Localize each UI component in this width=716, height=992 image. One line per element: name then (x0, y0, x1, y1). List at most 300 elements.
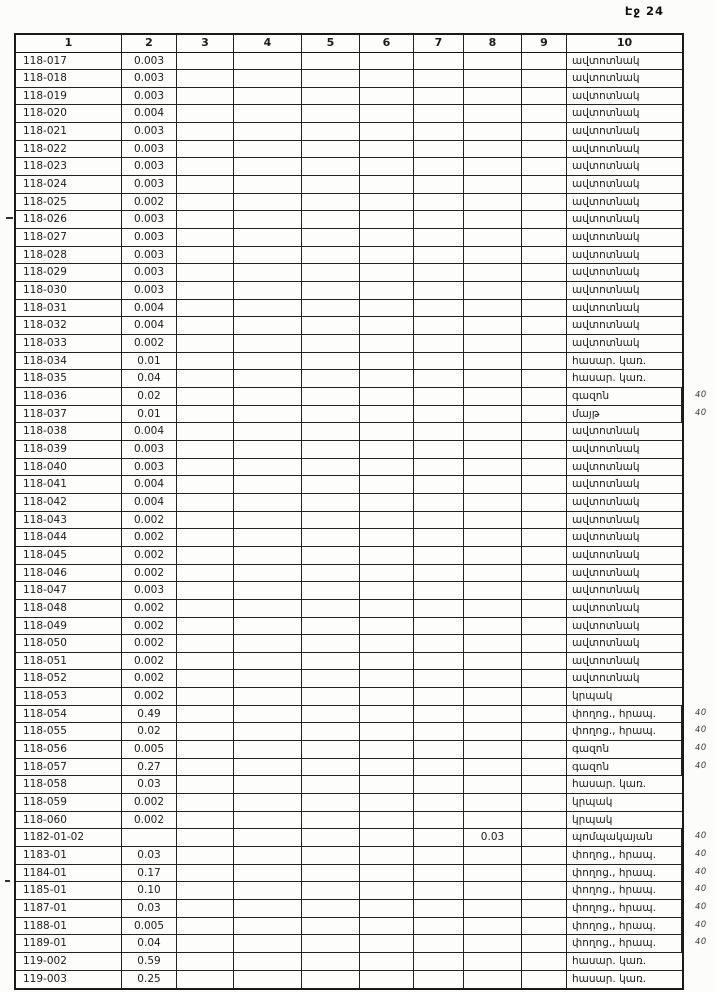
table-cell (177, 70, 234, 87)
table-row (16, 776, 682, 794)
table-cell (177, 600, 234, 617)
margin-mark: 40 (694, 866, 708, 877)
table-cell: 0.003 (122, 229, 177, 246)
table-cell (414, 847, 464, 864)
table-row (16, 335, 682, 353)
table-cell: 0.49 (122, 706, 177, 723)
table-cell (234, 812, 302, 829)
table-cell: 0.002 (122, 512, 177, 529)
table-cell: 0.003 (122, 247, 177, 264)
table-cell (234, 53, 302, 70)
table-cell (234, 335, 302, 352)
table-cell (234, 565, 302, 582)
table-cell (177, 194, 234, 211)
table-cell (360, 935, 414, 952)
table-cell (177, 229, 234, 246)
table-cell: 0.03 (122, 847, 177, 864)
table-cell: 0.59 (122, 953, 177, 970)
table-cell (177, 158, 234, 175)
table-cell (464, 512, 522, 529)
table-cell (234, 935, 302, 952)
table-cell: 0.04 (122, 370, 177, 387)
table-cell (177, 247, 234, 264)
table-cell (177, 723, 234, 740)
parcel-id-cell: 118-046 (16, 565, 122, 582)
table-cell (302, 317, 360, 334)
table-cell (360, 264, 414, 281)
table-cell (522, 529, 567, 546)
table-cell (522, 441, 567, 458)
table-cell: 0.002 (122, 688, 177, 705)
table-cell (414, 565, 464, 582)
table-cell (360, 971, 414, 989)
table-cell (464, 141, 522, 158)
table-cell (234, 158, 302, 175)
table-cell (177, 264, 234, 281)
table-row (16, 388, 708, 406)
table-cell (522, 794, 567, 811)
parcel-id-cell: 1184-01 (16, 865, 122, 882)
land-use-cell: փողոց., հրապ. (567, 723, 682, 740)
table-cell (414, 229, 464, 246)
land-use-cell: փողոց., հրապ. (567, 706, 682, 723)
table-cell (177, 618, 234, 635)
table-cell (234, 388, 302, 405)
table-cell (414, 706, 464, 723)
margin-mark: 40 (694, 848, 708, 860)
table-cell (360, 847, 414, 864)
table-cell (464, 865, 522, 882)
margin-mark: 40 (694, 884, 708, 895)
table-cell (522, 847, 567, 864)
table-cell (234, 829, 302, 846)
land-use-cell: ավտոտնակ (572, 513, 640, 526)
table-cell (464, 794, 522, 811)
table-cell (360, 865, 414, 882)
table-cell (177, 441, 234, 458)
column-header: 1 (16, 35, 122, 52)
table-cell (302, 264, 360, 281)
land-use-cell: հասար. կառ. (572, 778, 647, 791)
table-cell: 0.002 (122, 670, 177, 687)
table-cell (234, 953, 302, 970)
table-cell (360, 353, 414, 370)
table-cell: 0.002 (122, 335, 177, 352)
table-cell (414, 759, 464, 776)
table-row (16, 847, 708, 865)
column-header: 4 (234, 35, 302, 52)
land-use-cell: ավտոտնակ (572, 284, 640, 297)
table-cell (522, 865, 567, 882)
table-cell (522, 635, 567, 652)
table-cell (464, 105, 522, 122)
table-cell (522, 547, 567, 564)
table-cell (522, 105, 567, 122)
table-cell (234, 229, 302, 246)
table-cell (414, 264, 464, 281)
land-use-cell: ավտոտնակ (572, 584, 640, 597)
table-cell (414, 388, 464, 405)
table-cell (522, 706, 567, 723)
table-cell (302, 194, 360, 211)
table-cell (414, 529, 464, 546)
table-cell (414, 423, 464, 440)
table-cell (234, 211, 302, 228)
table-cell: 0.17 (122, 865, 177, 882)
table-cell (177, 547, 234, 564)
table-row (16, 971, 682, 989)
table-row (16, 264, 682, 282)
table-row (16, 247, 682, 265)
table-cell (522, 688, 567, 705)
table-cell: 0.003 (122, 141, 177, 158)
table-cell (360, 476, 414, 493)
table-cell (360, 670, 414, 687)
table-cell (464, 406, 522, 423)
table-row (16, 105, 682, 123)
table-cell: 0.003 (122, 53, 177, 70)
table-cell (464, 370, 522, 387)
parcel-id-cell: 118-018 (16, 70, 122, 87)
table-cell: 0.10 (122, 882, 177, 899)
parcel-id-cell: 118-044 (16, 529, 122, 546)
table-cell (234, 353, 302, 370)
column-header: 5 (302, 35, 360, 52)
table-cell (464, 264, 522, 281)
parcel-id-cell: 118-030 (16, 282, 122, 299)
table-cell (522, 406, 567, 423)
table-row (16, 441, 682, 459)
table-cell: 0.005 (122, 918, 177, 935)
table-cell (302, 88, 360, 105)
table-row (16, 935, 708, 953)
table-cell (522, 388, 567, 405)
table-row (16, 670, 682, 688)
table-cell (464, 847, 522, 864)
table-cell (414, 600, 464, 617)
table-cell (414, 653, 464, 670)
table-cell (522, 176, 567, 193)
table-cell: 0.002 (122, 618, 177, 635)
table-cell (360, 776, 414, 793)
table-cell (234, 547, 302, 564)
table-cell (302, 158, 360, 175)
land-use-cell: ավտոտնակ (572, 195, 640, 208)
table-cell (177, 953, 234, 970)
table-cell (360, 723, 414, 740)
land-use-cell: գազոն (567, 741, 682, 758)
table-cell: 0.003 (122, 441, 177, 458)
table-cell (234, 247, 302, 264)
table-cell (522, 953, 567, 970)
table-cell (464, 211, 522, 228)
land-use-cell: ավտոտնակ (572, 125, 640, 138)
table-cell (302, 494, 360, 511)
table-cell (302, 618, 360, 635)
table-cell (177, 317, 234, 334)
table-cell (177, 105, 234, 122)
table-cell (302, 176, 360, 193)
table-row (16, 370, 682, 388)
table-cell: 0.002 (122, 635, 177, 652)
table-cell (360, 423, 414, 440)
table-cell (522, 723, 567, 740)
table-cell (522, 776, 567, 793)
table-cell (414, 300, 464, 317)
table-cell (302, 123, 360, 140)
table-cell (234, 512, 302, 529)
table-cell: 0.003 (122, 459, 177, 476)
table-cell (464, 282, 522, 299)
table-cell: 0.003 (122, 70, 177, 87)
table-cell (414, 317, 464, 334)
table-row (16, 741, 708, 759)
table-cell (464, 123, 522, 140)
table-cell (522, 335, 567, 352)
parcel-id-cell: 118-055 (16, 723, 122, 740)
table-cell (177, 865, 234, 882)
table-cell (302, 900, 360, 917)
table-cell (302, 406, 360, 423)
land-use-cell: ավտոտնակ (572, 231, 640, 244)
table-cell (360, 759, 414, 776)
table-cell (522, 935, 567, 952)
table-row (16, 900, 708, 918)
table-cell (302, 282, 360, 299)
parcel-id-cell: 1182-01-02 (16, 829, 122, 846)
table-cell (522, 88, 567, 105)
table-cell (360, 194, 414, 211)
table-cell (464, 335, 522, 352)
table-cell (302, 847, 360, 864)
table-cell (122, 829, 177, 846)
table-cell: 0.002 (122, 812, 177, 829)
land-use-cell: փողոց., հրապ. (567, 882, 682, 899)
table-row (16, 529, 682, 547)
table-cell: 0.003 (122, 211, 177, 228)
table-cell (414, 582, 464, 599)
table-cell (234, 317, 302, 334)
table-row (16, 70, 682, 88)
table-cell (177, 529, 234, 546)
table-cell (360, 688, 414, 705)
land-use-cell: հասար. կառ. (572, 354, 647, 367)
table-cell (414, 88, 464, 105)
parcel-id-cell: 118-039 (16, 441, 122, 458)
table-cell (360, 582, 414, 599)
table-row (16, 918, 708, 936)
land-use-cell: փողոց., հրապ. (567, 900, 682, 917)
table-cell (177, 388, 234, 405)
table-cell (234, 476, 302, 493)
scan-artifact (5, 880, 10, 882)
table-cell (522, 123, 567, 140)
table-cell (302, 247, 360, 264)
header-row (16, 35, 682, 53)
parcel-id-cell: 118-032 (16, 317, 122, 334)
table-cell (302, 441, 360, 458)
margin-mark: 40 (694, 760, 708, 772)
table-cell: 0.002 (122, 794, 177, 811)
table-cell (464, 653, 522, 670)
parcel-id-cell: 118-029 (16, 264, 122, 281)
table-row (16, 88, 682, 106)
table-row (16, 618, 682, 636)
table-cell (302, 70, 360, 87)
table-cell (177, 794, 234, 811)
table-cell (360, 512, 414, 529)
table-cell (414, 123, 464, 140)
table-cell (522, 194, 567, 211)
table-cell (522, 211, 567, 228)
table-cell: 0.03 (122, 776, 177, 793)
table-row (16, 158, 682, 176)
margin-mark: 40 (694, 742, 708, 754)
parcel-id-cell: 119-003 (16, 971, 122, 989)
table-cell (464, 176, 522, 193)
table-cell: 0.003 (122, 158, 177, 175)
table-cell (464, 971, 522, 989)
table-cell (464, 935, 522, 952)
land-use-cell: պոմպակայան (567, 829, 682, 846)
table-cell (177, 635, 234, 652)
table-cell (464, 582, 522, 599)
table-cell (302, 529, 360, 546)
table-cell (302, 865, 360, 882)
table-cell (522, 971, 567, 989)
table-cell (302, 335, 360, 352)
table-cell (177, 423, 234, 440)
parcel-id-cell: 118-060 (16, 812, 122, 829)
table-cell (360, 158, 414, 175)
parcel-id-cell: 118-051 (16, 653, 122, 670)
parcel-id-cell: 118-059 (16, 794, 122, 811)
table-cell (464, 688, 522, 705)
table-cell (177, 582, 234, 599)
table-cell (234, 706, 302, 723)
land-use-cell: հասար. կառ. (572, 972, 647, 985)
table-cell (360, 812, 414, 829)
table-cell (234, 900, 302, 917)
table-cell (414, 918, 464, 935)
land-use-cell: ավտոտնակ (572, 178, 640, 191)
table-cell (360, 388, 414, 405)
table-row (16, 565, 682, 583)
table-cell (414, 494, 464, 511)
column-header: 10 (616, 36, 633, 49)
table-cell (177, 512, 234, 529)
land-use-cell: կրպակ (572, 813, 613, 826)
table-row (16, 882, 708, 900)
table-cell (522, 370, 567, 387)
table-cell (360, 741, 414, 758)
table-cell (464, 759, 522, 776)
table-cell (177, 282, 234, 299)
table-cell (522, 653, 567, 670)
table-cell (177, 300, 234, 317)
table-cell (234, 282, 302, 299)
table-cell (234, 459, 302, 476)
table-cell (414, 882, 464, 899)
table-cell (177, 829, 234, 846)
table-cell (414, 723, 464, 740)
land-use-cell: փողոց., հրապ. (567, 935, 682, 952)
table-cell (464, 441, 522, 458)
table-cell (360, 565, 414, 582)
table-cell (464, 388, 522, 405)
parcel-id-cell: 118-035 (16, 370, 122, 387)
table-cell (234, 423, 302, 440)
parcel-id-cell: 118-038 (16, 423, 122, 440)
table-cell (522, 353, 567, 370)
parcel-id-cell: 118-026 (16, 211, 122, 228)
land-use-cell: ավտոտնակ (572, 601, 640, 614)
table-cell (177, 935, 234, 952)
land-use-cell: ավտոտնակ (572, 266, 640, 279)
table-cell (234, 741, 302, 758)
table-cell: 0.002 (122, 194, 177, 211)
table-cell (414, 547, 464, 564)
table-cell: 0.004 (122, 476, 177, 493)
column-header: 2 (122, 35, 177, 52)
table-cell (302, 300, 360, 317)
table-cell (414, 776, 464, 793)
table-cell (234, 865, 302, 882)
parcel-id-cell: 119-002 (16, 953, 122, 970)
parcel-id-cell: 118-033 (16, 335, 122, 352)
table-cell (360, 105, 414, 122)
parcel-id-cell: 118-024 (16, 176, 122, 193)
table-cell: 0.27 (122, 759, 177, 776)
table-cell (414, 370, 464, 387)
table-cell (177, 847, 234, 864)
table-cell (464, 476, 522, 493)
margin-mark: 40 (694, 389, 708, 401)
table-cell (414, 741, 464, 758)
table-cell (302, 706, 360, 723)
table-cell (464, 670, 522, 687)
table-cell (234, 441, 302, 458)
table-cell (234, 105, 302, 122)
parcel-id-cell: 118-023 (16, 158, 122, 175)
parcel-id-cell: 1187-01 (16, 900, 122, 917)
table-cell (302, 476, 360, 493)
parcel-id-cell: 118-037 (16, 406, 122, 423)
land-use-cell: ավտոտնակ (572, 160, 640, 173)
table-cell (522, 476, 567, 493)
table-cell (522, 512, 567, 529)
table-cell: 0.004 (122, 423, 177, 440)
table-cell: 0.003 (122, 264, 177, 281)
table-cell (414, 441, 464, 458)
parcel-id-cell: 118-022 (16, 141, 122, 158)
table-cell (522, 918, 567, 935)
table-cell (522, 565, 567, 582)
table-cell (177, 88, 234, 105)
table-cell (414, 794, 464, 811)
table-cell (414, 53, 464, 70)
land-use-cell: ավտոտնակ (572, 337, 640, 349)
table-cell (177, 211, 234, 228)
table-cell (302, 971, 360, 989)
table-cell: 0.003 (122, 582, 177, 599)
table-cell (360, 406, 414, 423)
land-use-cell: ավտոտնակ (572, 637, 640, 650)
parcel-id-cell: 118-021 (16, 123, 122, 140)
table-cell (360, 653, 414, 670)
table-cell (414, 635, 464, 652)
parcel-id-cell: 118-047 (16, 582, 122, 599)
